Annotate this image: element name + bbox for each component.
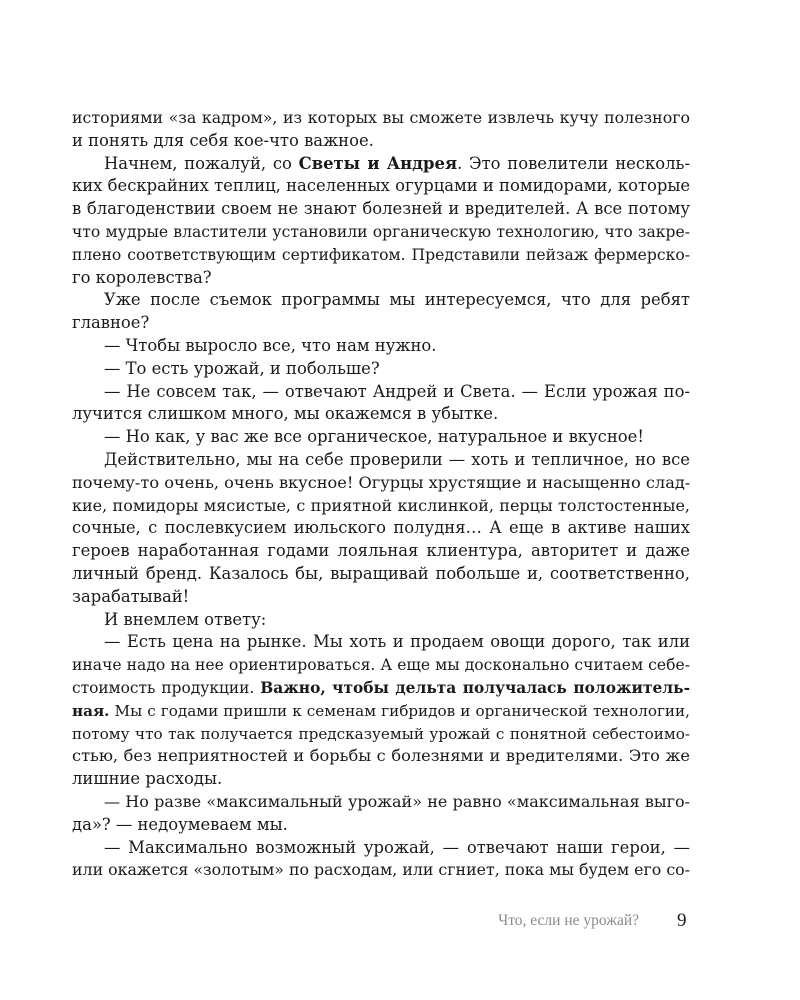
text-line: [72, 495, 690, 518]
text-run: личный бренд. Казалось бы, выращивай побольше и, соответственно,: [72, 563, 690, 583]
text-line: [72, 791, 690, 814]
text-line: [72, 837, 690, 860]
text-run: — То есть урожай, и побольше?: [104, 358, 380, 378]
text-line: [72, 586, 690, 609]
text-run: . Это повелители несколь-: [457, 153, 690, 173]
text-line: [72, 267, 690, 290]
text-run: в благоденствии своем не знают болезней и вредителей. А все потому: [72, 199, 690, 219]
text-run: или окажется «золотым» по расходам, или сгниет, пока мы будем его со-: [72, 860, 691, 880]
text-run: что мудрые властители установили органическую технологию, что закре-: [72, 222, 690, 241]
text-line: [72, 221, 690, 244]
text-run: главное?: [72, 313, 150, 333]
text-line: [72, 381, 690, 404]
text-run: — Но как, у вас же все органическое, натуральное и вкусное!: [104, 427, 644, 447]
bold-run: Светы и Андрея: [298, 153, 458, 173]
text-run: плено соответствующим сертификатом. Представили пейзаж фермерско-: [72, 245, 690, 264]
text-line: [72, 449, 690, 472]
text-run: — Но разве «максимальный урожай» не равно «максимальная выго-: [104, 791, 690, 811]
text-line: [72, 654, 690, 677]
text-run: — Есть цена на рынке. Мы хоть и продаем овощи дорого, так или: [104, 632, 690, 652]
text-line: [72, 403, 690, 426]
text-run: — Чтобы выросло все, что нам нужно.: [104, 335, 437, 355]
text-run: — Не совсем так, — отвечают Андрей и Света. — Если урожая по-: [104, 381, 690, 401]
text-run: стоимость продукции.: [72, 678, 261, 697]
text-line: [72, 107, 690, 130]
text-line: [72, 153, 690, 176]
text-run: ких бескрайних теплиц, населенных огурцами и помидорами, которые: [72, 176, 691, 196]
text-line: [72, 677, 690, 700]
text-line: [72, 745, 690, 768]
text-line: [72, 540, 690, 563]
text-run: почему-то очень, очень вкусное! Огурцы хрустящие и насыщенно слад-: [72, 472, 691, 492]
text-line: [72, 723, 690, 746]
text-line: [72, 700, 690, 723]
text-line: [72, 335, 690, 358]
text-run: Начнем, пожалуй, со: [104, 153, 299, 173]
page-footer: [0, 910, 800, 934]
bold-run: Важно, чтобы дельта получалась положитель-: [260, 678, 690, 697]
text-run: лишние расходы.: [72, 769, 223, 789]
text-run: — Максимально возможный урожай, — отвечают наши герои, —: [104, 837, 690, 857]
text-line: [72, 312, 690, 335]
text-line: [72, 631, 690, 654]
text-run: потому что так получается предсказуемый урожай с понятной себестоимо-: [72, 724, 690, 743]
text-run: кие, помидоры мясистые, с приятной кислинкой, перцы толстостенные,: [72, 495, 690, 515]
body-text: [72, 107, 690, 882]
text-line: [72, 563, 690, 586]
text-line: [72, 768, 690, 791]
text-run: И внемлем ответу:: [104, 609, 267, 629]
text-run: да»? — недоумеваем мы.: [72, 814, 288, 834]
bold-run: ная.: [72, 701, 110, 720]
text-run: историями «за кадром», из которых вы сможете извлечь кучу полезного: [72, 108, 690, 127]
text-line: [72, 609, 690, 632]
text-line: [72, 814, 690, 837]
text-run: лучится слишком много, мы окажемся в убытке.: [72, 404, 499, 424]
page-number: 9: [677, 910, 687, 931]
text-line: [72, 472, 690, 495]
text-line: [72, 859, 690, 882]
text-run: Мы с годами пришли к семенам гибридов и органической технологии,: [109, 701, 690, 720]
text-line: [72, 244, 690, 267]
text-line: [72, 175, 690, 198]
text-run: зарабатывай!: [72, 586, 190, 606]
text-line: [72, 426, 690, 449]
text-run: Уже после съемок программы мы интересуемся, что для ребят: [104, 290, 690, 310]
text-run: и понять для себя кое-что важное.: [72, 130, 374, 150]
text-run: Действительно, мы на себе проверили — хоть и тепличное, но все: [104, 449, 690, 469]
text-line: [72, 130, 690, 153]
text-run: иначе надо на нее ориентироваться. А еще мы досконально считаем себе-: [72, 656, 690, 675]
text-run: стью, без неприятностей и борьбы с болезнями и вредителями. Это же: [72, 746, 690, 766]
text-run: героев наработанная годами лояльная клиентура, авторитет и даже: [72, 541, 690, 561]
text-line: [72, 358, 690, 381]
text-line: [72, 289, 690, 312]
text-line: [72, 517, 690, 540]
text-run: сочные, с послевкусием июльского полудня… А еще в активе наших: [72, 518, 690, 538]
text-run: го королевства?: [72, 267, 212, 287]
running-title: Что, если не урожай?: [498, 912, 639, 929]
text-line: [72, 198, 690, 221]
